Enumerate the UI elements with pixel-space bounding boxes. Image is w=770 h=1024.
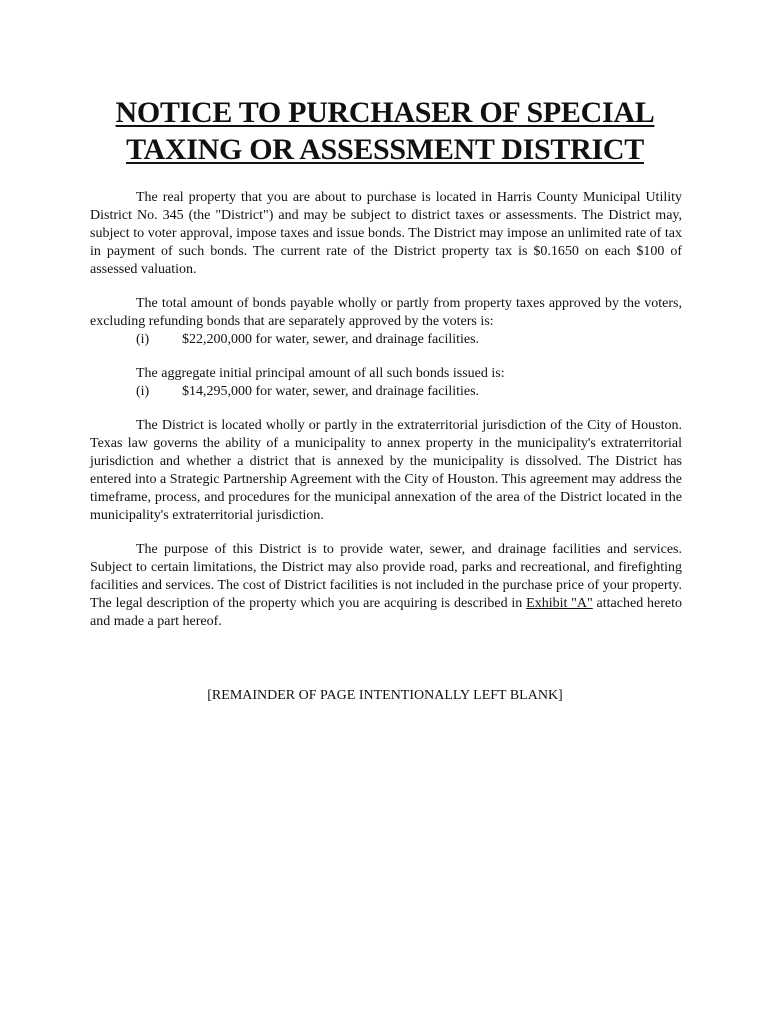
document-title <box>0 94 770 168</box>
paragraph-tax-rate: The real property that you are about to purchase is located in Harris County Municipal Utility District No. 345 (the "District") and may be subject to district taxes or assessments. The District may, subject to voter approval, impose taxes and issue bonds. The District may impose an unlimited rate of tax in payment of such bonds. The current rate of the District property tax is $0.1650 on each $100 of assessed valuation. <box>90 190 682 277</box>
bonds-issued-item <box>90 383 682 401</box>
paragraph-purpose <box>90 541 682 631</box>
paragraph-annexation: The District is located wholly or partly in the extraterritorial jurisdiction of the City of Houston. Texas law governs the ability of a municipality to annex property in the municipality's extraterritorial jurisdiction and whether a district that is annexed by the municipality is dissolved. The District has entered into a Strategic Partnership Agreement with the City of Houston. This agreement may address the timeframe, process, and procedures for the municipal annexation of the area of the District located in the municipality's extraterritorial jurisdiction. <box>90 418 682 523</box>
title-line-1: NOTICE TO PURCHASER OF SPECIAL <box>115 96 655 129</box>
paragraph-bonds-approved: The total amount of bonds payable wholly or partly from property taxes approved by the voters, excluding refunding bonds that are separately approved by the voters is: <box>90 296 682 329</box>
title-line-2: TAXING OR ASSESSMENT DISTRICT <box>126 133 644 166</box>
exhibit-a-reference: Exhibit "A" <box>526 596 593 611</box>
purpose-text-end: attached hereto and made a part hereof. <box>90 596 682 629</box>
remainder-blank-note: [REMAINDER OF PAGE INTENTIONALLY LEFT BLANK] <box>207 688 563 703</box>
bonds-approved-item <box>90 331 682 349</box>
purpose-text: The purpose of this District is to provide water, sewer, and drainage facilities and services. Subject to certain limitations, the District may also provide road, parks and recreational, and firefighting facilities and services. The cost of District facilities is not included in the purchase price of your property. The legal description of the property which you are acquiring is described in <box>90 542 682 611</box>
list-item-number: (i) <box>136 332 150 347</box>
list-item-text: $22,200,000 for water, sewer, and drainage facilities. <box>182 332 480 347</box>
list-item-number: (i) <box>136 384 150 399</box>
document-body <box>90 189 682 647</box>
list-item-text: $14,295,000 for water, sewer, and drainage facilities. <box>182 384 480 399</box>
paragraph-bonds-issued: The aggregate initial principal amount of all such bonds issued is: <box>136 366 505 381</box>
